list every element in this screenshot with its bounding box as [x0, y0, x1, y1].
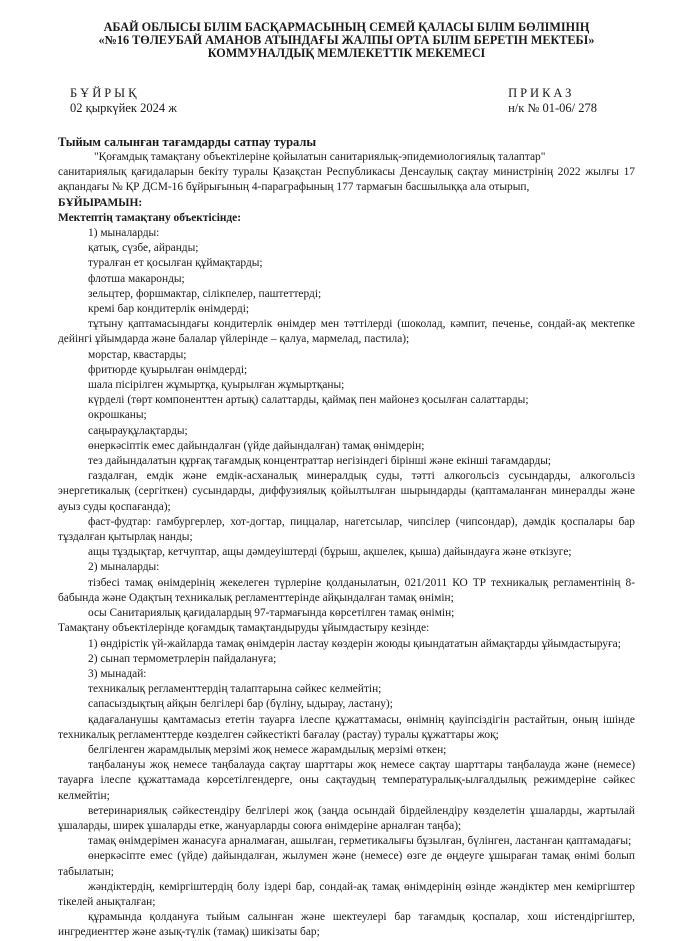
list-item: өнеркәсіпте емес (үйде) дайындалған, жылумен және (немесе) өзге де өңдеуге ұшыраған тамақ өнімі болып табылатын; — [58, 850, 635, 878]
letterhead-line: АБАЙ ОБЛЫСЫ БІЛІМ БАСҚАРМАСЫНЫҢ СЕМЕЙ ҚАЛАСЫ БІЛІМ БӨЛІМІНІҢ — [103, 20, 590, 34]
list-item: фаст-фудтар: гамбургерлер, хот-догтар, пиццалар, нагетсылар, чипсілер (чипсондар), дәмдік қоспалары бар тұздалған қытырлақ нанды; — [58, 515, 635, 544]
order-kz-label: БҰЙРЫҚ — [70, 86, 140, 100]
list-item: окрошканы; — [88, 409, 147, 422]
list-item: ащы тұздықтар, кетчуптар, ащы дәмдеуіштерді (бұрыш, ақшелек, қыша) дайындауға және өткізуге; — [88, 546, 572, 559]
list-item: қадағаланушы қамтамасыз ететін тауарға ілеспе құжаттамасы, өнімнің қауіпсіздігін растайтын, оның ішінде техникалық регламенттерде көзделген сәйкестікті бағалау (растау) туралы құжаттары жоқ; — [58, 713, 635, 741]
list-item: газдалған, емдік және емдік-асханалық минералдық суды, тәтті алкогольсіз сусындарды, алкогольсіз энергетикалық (сергіткен) сусындарды, диффузиялық қойылтылған шырындарды (қаптамаланған минералды және ауыз суды қоспағанда); — [58, 470, 635, 513]
list-item: тез дайындалатын құрғақ тағамдық концентраттар негізіндегі бірінші және екінші тағамдарды; — [88, 455, 552, 468]
list-item: күрделі (төрт компоненттен артық) салаттарды, қаймақ пен майонез қосылған салаттарды; — [88, 394, 529, 407]
section-heading: Мектептің тамақтану объектісінде: — [58, 211, 242, 224]
list-item: 3) мынадай: — [88, 667, 147, 680]
document-title: Тыйым салынған тағамдарды сатпау туралы — [58, 135, 317, 149]
list-item: белгіленген жарамдылық мерзімі жоқ немесе жарамдылық мерзімі өткен; — [88, 743, 447, 756]
list-item: техникалық регламенттердің талаптарына сәйкес келмейтін; — [88, 683, 382, 696]
list-item: жәндіктердің, кеміргіштердің болу іздері бар, сондай-ақ тамақ өнімдерінің өзінде жәндіктер мен кеміргіштер тікелей анықталған; — [58, 880, 635, 908]
list-item: фритюрде қуырылған өнімдерді; — [88, 363, 248, 376]
list-item: тұтыну қаптамасындағы кондитерлік өнімдер мен тәттілерді (шоколад, кәмпит, печенье, сондай-ақ мектепке дейінгі ұйымдарда және балалар үйлерінде – қалуа, мармелад, пастила); — [58, 318, 635, 346]
list-item: флотша макаронды; — [88, 272, 185, 285]
section-heading-org: Тамақтану объектілерінде қоғамдық тамақтандыруды ұйымдастыру кезінде: — [58, 622, 430, 635]
order-ru-label: ПРИКАЗ — [508, 86, 575, 100]
list-item: осы Санитариялық қағидалардың 97-тармағында көрсетілген тамақ өнімін; — [88, 607, 455, 620]
preamble-text: санитариялық қағидаларын бекіту туралы Қазақстан Республикасы Денсаулық сақтау министрінің 2022 жылғы 17 ақпандағы № ҚР ДСМ-16 бұйрығының 4-параграфының 177 тармағын басшылыққа ала отырып, — [58, 166, 635, 194]
list-item: тамақ өнімдерімен жанасуға арналмаған, ашылған, герметикалығы бұзылған, бүлінген, ластанған қаптамадағы; — [88, 835, 632, 848]
order-meta — [58, 86, 635, 128]
list-item: 1) өндірістік үй-жайларда тамақ өнімдерін ластау көздерін жоюды қиындататын аймақтарды ұйымдастыруға; — [88, 637, 621, 650]
letterhead — [58, 0, 635, 60]
list-item: зельцтер, форшмактар, сілікпелер, паштеттерді; — [88, 287, 322, 300]
list-item: ветеринариялық сәйкестендіру белгілері жоқ (заңда осындай бірдейлендіру көзделетін ұшаларды, жартылай ұшаларды, ширек ұшаларды етке, жануарларды союға өнімдеріне арналған таңба); — [58, 804, 635, 832]
list-item: туралған ет қосылған құймақтарды; — [88, 257, 263, 270]
list-item: құрамында қолдануға тыйым салынған және шектеулері бар тағамдық қоспалар, хош иістендіргіштер, ингредиенттер және азық-түлік (тамақ) шикізаты бар; — [58, 911, 635, 939]
list-item: саңырауқұлақтарды; — [88, 424, 188, 437]
list-item: таңбалануы жоқ немесе таңбалауда сақтау шарттары жоқ немесе сақтау шарттары таңбалауда және (немесе) тауарға ілеспе құжаттамада көрсетілгендерге, оны сақтаудың температуралық-ылғалдылық режимдеріне сәйкес келмейтін; — [58, 759, 635, 802]
preamble-line: "Қоғамдық тамақтану объектілеріне қойылатын санитариялық-эпидемиологиялық талаптар" — [94, 151, 546, 163]
list-intro: 1) мыналарды: — [88, 227, 160, 240]
list-intro: 2) мыналарды: — [88, 561, 160, 574]
list-item: морстар, квастарды; — [88, 348, 187, 361]
order-date: 02 қыркүйек 2024 ж — [70, 101, 177, 115]
order-meta-kz — [70, 86, 177, 116]
list-item: сапасыздықтың айқын белгілері бар (бүліну, ыдырау, ластану); — [88, 698, 393, 711]
order-number: н/к № 01-06/ 278 — [508, 101, 597, 115]
letterhead-line: «№16 ТӨЛЕУБАЙ АМАНОВ АТЫНДАҒЫ ЖАЛПЫ ОРТА БІЛІМ БЕРЕТІН МЕКТЕБІ» — [98, 33, 595, 47]
list-item: шала пісірілген жұмыртқа, қуырылған жұмыртқаны; — [88, 379, 345, 392]
document-body — [58, 150, 635, 941]
list-item: өнеркәсіптік емес дайындалған (үйде дайындалған) тамақ өнімдерін; — [88, 439, 425, 452]
list-item: 2) сынап термометрлерін пайдалануға; — [88, 652, 277, 665]
order-meta-ru — [508, 86, 597, 116]
command-heading: БҰЙЫРАМЫН: — [58, 196, 143, 209]
list-item: қатық, сүзбе, айранды; — [88, 242, 199, 255]
list-item: тізбесі тамақ өнімдерінің жекелеген түрлеріне қолданылатын, 021/2011 КО ТР техникалық регламентінің 8-бабында және Одақтың техникалық регламенттерінде айқындалған тамақ өнімін; — [58, 576, 635, 604]
letterhead-line: КОММУНАЛДЫҚ МЕМЛЕКЕТТІК МЕКЕМЕСІ — [207, 46, 486, 60]
list-item: кремі бар кондитерлік өнімдерді; — [88, 303, 250, 316]
